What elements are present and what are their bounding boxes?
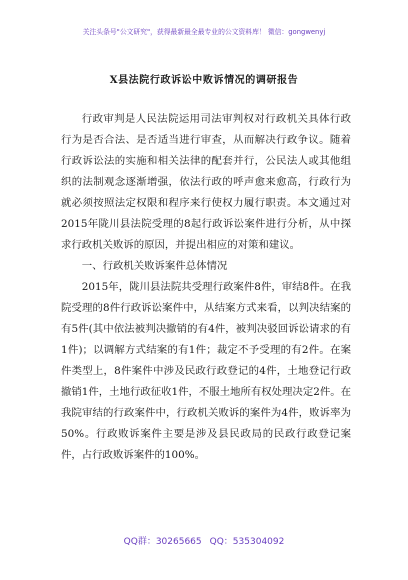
section-heading: 一、行政机关败诉案件总体情况: [81, 260, 228, 272]
intro-paragraph: 行政审判是人民法院运用司法审判权对行政机关具体行政行为是否合法、是否适当进行审查，从而解决行政争议。随着行政诉讼法的实施和相关法律的配套并行，公民法人或其他组织的法制观念逐渐增强，依法行政的呼声愈来愈高，行政行为就必须按照法定权限和程序来行使权力履行职责。本文通过对2015年陇川县法院受理的8起行政诉讼案件进行分析，从中探求行政机关败诉的原因，并提出相应的对策和建议。: [61, 113, 351, 251]
document-title: X县法院行政诉讼中败诉情况的调研报告: [109, 75, 299, 86]
footer-qq: QQ：535304092: [209, 537, 285, 547]
body-paragraph: 2015年，陇川县法院共受理行政案件8件，审结8件。在我院受理的8件行政诉讼案件中，从结案方式来看，以判决结案的有5件(其中依法被判决撤销的有4件，被判决驳回诉讼请求的有1件)；以调解方式结案的有1件；裁定不予受理的有2件。在案件类型上，8件案件中涉及民政行政登记的4件，土地登记行政撤销1件，土地行政征收1件，不服土地所有权处理决定2件。在我院审结的行政案件中，行政机关败诉的案件为4件，败诉率为50%。行政败诉案件主要是涉及县民政局的民政行政登记案件，占行政败诉案件的100%。: [61, 281, 351, 461]
document-body: [61, 109, 351, 466]
header-banner: 关注头条号"公文研究"，获得最新最全最专业的公文资料库！ 微信：gongwenyj: [82, 28, 326, 36]
footer-contact: [0, 534, 408, 547]
footer-qq-group: QQ群：30265665: [123, 537, 202, 547]
